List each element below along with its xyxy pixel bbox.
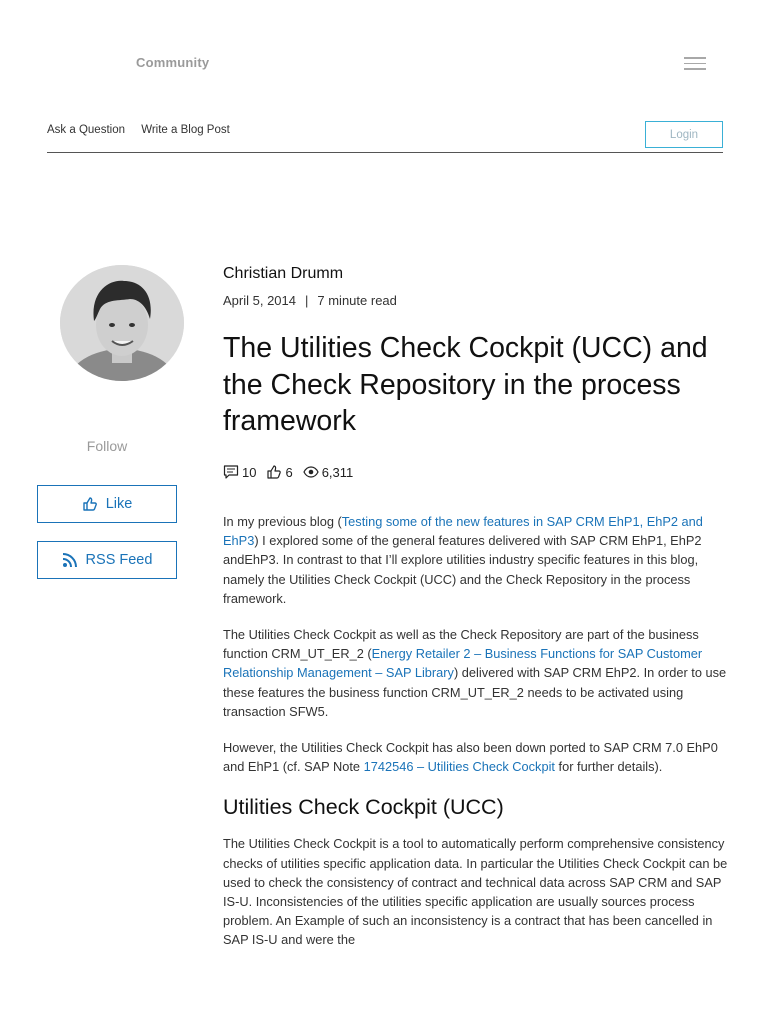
text: ) delivered with SAP CRM EhP2. In order to use these features the business function CRM_UT_ER_2 needs to be activated using transaction SFW5. xyxy=(223,665,727,719)
login-button[interactable]: Login xyxy=(645,121,723,148)
article-meta xyxy=(223,293,397,308)
rss-feed-button[interactable] xyxy=(37,541,177,579)
views-stat xyxy=(303,464,354,480)
read-time: 7 minute read xyxy=(317,293,397,308)
divider xyxy=(47,152,723,153)
sap-library-link[interactable]: Energy Retailer 2 – Business Functions for SAP Customer Relationship Management – SAP Library xyxy=(223,646,703,681)
ask-question-link[interactable]: Ask a Question xyxy=(47,124,125,136)
comments-count: 10 xyxy=(242,464,257,480)
thumbs-up-icon xyxy=(82,496,98,512)
like-button[interactable] xyxy=(37,485,177,523)
menu-icon[interactable] xyxy=(684,57,706,71)
text: The Utilities Check Cockpit as well as the Check Repository are part of the business function CRM_UT_ER_2 ( xyxy=(223,627,699,662)
community-logo-text[interactable]: Community xyxy=(136,55,210,70)
follow-button[interactable]: Follow xyxy=(86,438,128,454)
article-body xyxy=(223,512,733,967)
paragraph xyxy=(223,738,733,776)
comments-stat[interactable] xyxy=(223,464,256,480)
text: In my previous blog ( xyxy=(223,514,342,529)
likes-count: 6 xyxy=(285,464,293,480)
text: However, the Utilities Check Cockpit has also been down ported to SAP CRM 7.0 EhP0 and EhP1 (cf. SAP Note xyxy=(223,740,718,775)
publish-date: April 5, 2014 xyxy=(223,293,296,308)
rss-icon xyxy=(62,552,78,568)
text: ) I explored some of the general features delivered with SAP CRM EhP1, EhP2 andEhP3. In contrast to that I’ll explore utilities industry specific features in this blog, namely the Utilities Check Cockpit (UCC) and the Check Repository in the process framework. xyxy=(223,533,702,606)
top-nav xyxy=(47,124,243,136)
section-heading: Utilities Check Cockpit (UCC) xyxy=(223,795,504,820)
write-blog-post-link[interactable]: Write a Blog Post xyxy=(141,124,230,136)
paragraph: The Utilities Check Cockpit is a tool to automatically perform comprehensive consistency checks of utilities specific application data. In particular the Utilities Check Cockpit can be used to check the consistency of contract and technical data across SAP CRM and SAP IS-U. Inconsistencies of the utilities specific application are usually sources process problem. An Example of such an inconsistency is a contract that has been cancelled in SAP IS-U and were the xyxy=(223,836,728,948)
previous-blog-link[interactable]: Testing some of the new features in SAP CRM EhP1, EhP2 and EhP3 xyxy=(223,514,703,549)
avatar-photo-icon xyxy=(60,265,184,381)
views-count: 6,311 xyxy=(321,464,354,480)
text: for further details). xyxy=(554,759,663,775)
paragraph xyxy=(223,512,733,608)
like-label: Like xyxy=(105,496,133,512)
article-stats xyxy=(223,464,363,480)
thumbs-up-icon xyxy=(266,464,282,480)
sap-note-link[interactable]: 1742546 – Utilities Check Cockpit xyxy=(363,759,555,775)
author-avatar[interactable] xyxy=(60,265,184,381)
comment-icon xyxy=(223,464,239,480)
likes-stat[interactable] xyxy=(266,464,292,480)
rss-label: RSS Feed xyxy=(85,552,153,568)
paragraph xyxy=(223,625,733,721)
author-name[interactable]: Christian Drumm xyxy=(223,265,344,282)
eye-icon xyxy=(303,464,319,480)
page-title: The Utilities Check Cockpit (UCC) and the Check Repository in the process framework xyxy=(223,332,708,437)
meta-separator: | xyxy=(305,293,309,308)
